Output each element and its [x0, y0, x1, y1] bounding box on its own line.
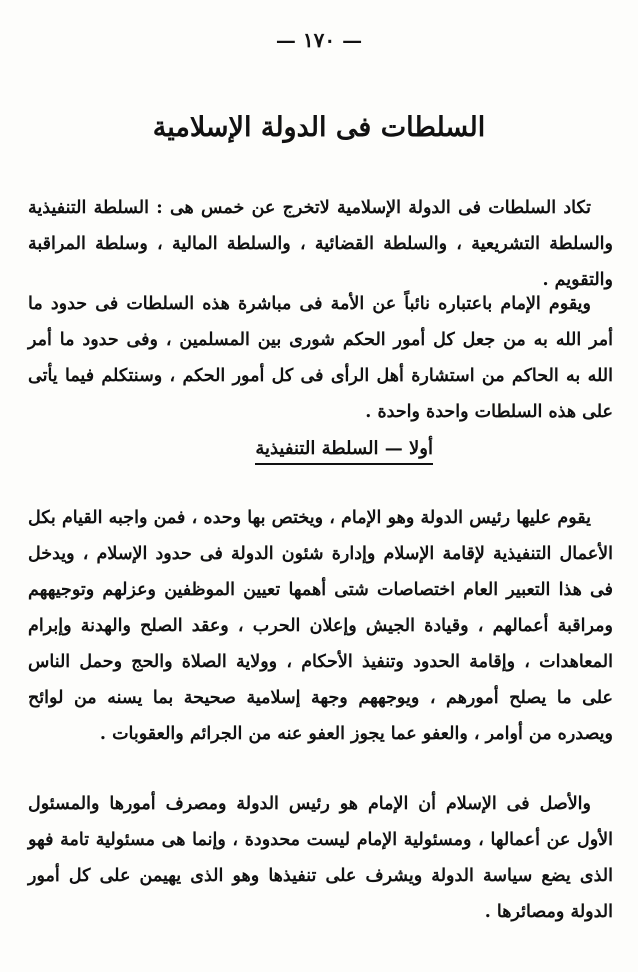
page-title: السلطات فى الدولة الإسلامية	[152, 112, 486, 143]
page-number: — ١٧٠ —	[275, 28, 363, 52]
section-heading: أولا — السلطة التنفيذية	[255, 438, 433, 465]
paragraph-intro: تكاد السلطات فى الدولة الإسلامية لاتخرج عن خمس هى : السلطة التنفيذية والسلطة التشريعية ، والسلطة القضائية ، والسلطة المالية ، وسلطة المراقبة والتقويم .	[28, 198, 613, 290]
paragraph-imam-responsibility: والأصل فى الإسلام أن الإمام هو رئيس الدولة ومصرف أمورها والمسئول الأول عن أعمالها ، ومسئولية الإمام ليست محدودة ، وإنما هى مسئولية تامة فهو الذى يضع سياسة الدولة ويشرف على تنفيذها وهو الذى يهيمن على كل أمور الدولة ومصائرها .	[28, 794, 613, 922]
paragraph-imam-role: ويقوم الإمام باعتباره نائباً عن الأمة فى مباشرة هذه السلطات فى حدود ما أمر الله به من جعل كل أمور الحكم شورى بين المسلمين ، وفى حدود ما أمر الله به الحاكم من استشارة أهل الرأى فى كل أمور الحكم ، وسنتكلم فيما يأتى على هذه السلطات واحدة واحدة .	[28, 294, 613, 422]
paragraph-executive-duties: يقوم عليها رئيس الدولة وهو الإمام ، ويختص بها وحده ، فمن واجبه القيام بكل الأعمال التنفيذية لإقامة الإسلام وإدارة شئون الدولة فى حدود الإسلام ، ويدخل فى هذا التعبير العام اختصاصات شتى أهمها تعيين الموظفين وعزلهم وتوجيههم ومراقبة أعمالهم ، وقيادة الجيش وإعلان الحرب ، وعقد الصلح والهدنة وإبرام المعاهدات ، وإقامة الحدود وتنفيذ الأحكام ، وولاية الصلاة والحج وحمل الناس على ما يصلح أمورهم ، ويوجههم وجهة إسلامية صحيحة بما يسنه من لوائح ويصدره من أوامر ، والعفو عما يجوز العفو عنه من الجرائم والعقوبات .	[28, 508, 613, 744]
